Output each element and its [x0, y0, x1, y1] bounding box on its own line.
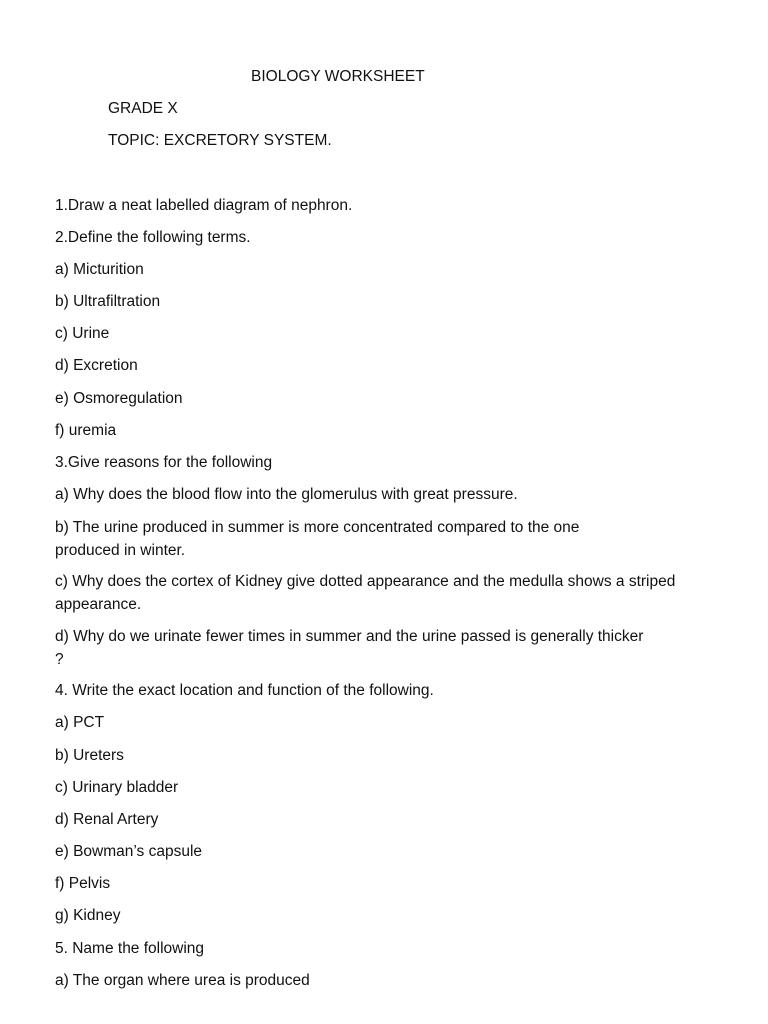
question-3-item: b) The urine produced in summer is more concentrated compared to the one produced in winter. [55, 519, 580, 559]
question-2-item: c) Urine [55, 325, 110, 342]
question-4-item: d) Renal Artery [55, 811, 159, 828]
worksheet-title: BIOLOGY WORKSHEET [251, 68, 425, 85]
topic-label: TOPIC: EXCRETORY SYSTEM. [108, 132, 332, 149]
question-3-item: d) Why do we urinate fewer times in summer and the urine passed is generally thicker ? [55, 628, 644, 668]
question-1: 1.Draw a neat labelled diagram of nephron. [55, 197, 353, 214]
question-2-prompt: 2.Define the following terms. [55, 229, 251, 246]
question-3-prompt: 3.Give reasons for the following [55, 454, 273, 471]
question-3-item: c) Why does the cortex of Kidney give dotted appearance and the medulla shows a striped appearance. [55, 573, 676, 613]
question-4-prompt: 4. Write the exact location and function of the following. [55, 682, 434, 699]
question-4-item: b) Ureters [55, 747, 124, 764]
question-4-item: g) Kidney [55, 907, 121, 924]
question-2-item: f) uremia [55, 422, 117, 439]
question-4-item: e) Bowman’s capsule [55, 843, 203, 860]
question-2-item: d) Excretion [55, 357, 138, 374]
question-4-item: a) PCT [55, 714, 105, 731]
question-3-item: a) Why does the blood flow into the glomerulus with great pressure. [55, 486, 518, 503]
grade-label: GRADE X [108, 100, 178, 117]
question-5-item: a) The organ where urea is produced [55, 972, 310, 989]
question-2-item: e) Osmoregulation [55, 390, 183, 407]
question-2-item: a) Micturition [55, 261, 144, 278]
question-4-item: f) Pelvis [55, 875, 111, 892]
question-4-item: c) Urinary bladder [55, 779, 179, 796]
question-5-prompt: 5. Name the following [55, 940, 205, 957]
question-2-item: b) Ultrafiltration [55, 293, 161, 310]
